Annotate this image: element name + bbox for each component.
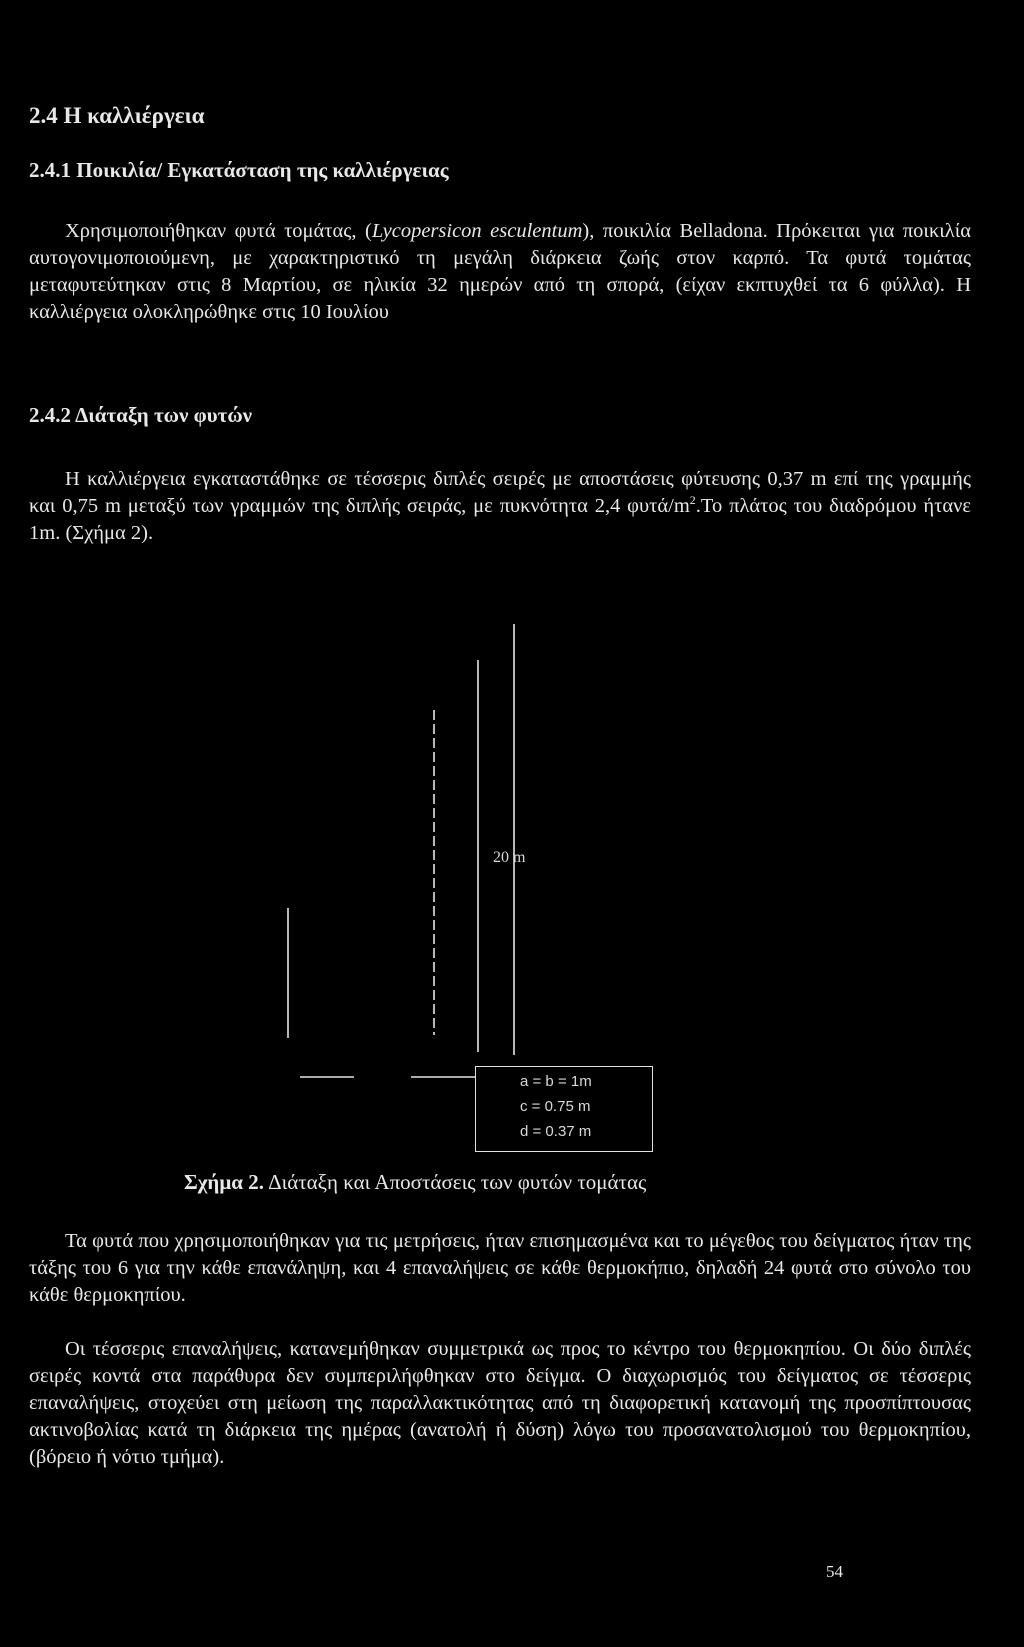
variety-paragraph	[29, 218, 971, 326]
layout-text-end: .Το πλάτος του διαδρόμου ήτανε 1m. (Σχήμα 2).	[29, 495, 971, 544]
sample-paragraph: Τα φυτά που χρησιμοποιήθηκαν για τις μετρήσεις, ήταν επισημασμένα και το μέγεθος του δείγματος ήταν της τάξης του 6 για την κάθε επανάληψη, και 4 επαναλήψεις σε κάθε θερμοκήπιο, δηλαδή 24 φυτά στο σύνολο του κάθε θερμοκηπίου.	[29, 1230, 971, 1306]
length-label: 20 m	[493, 849, 526, 866]
species-name: Lycopersicon esculentum	[371, 220, 583, 242]
caption-label: Σχήμα 2.	[184, 1170, 264, 1194]
superscript: 2	[689, 493, 696, 508]
subsection-title: Διάταξη των φυτών	[75, 403, 253, 427]
layout-text-start: Η καλλιέργεια εγκαταστάθηκε σε τέσσερις διπλές σειρές με αποστάσεις φύτευσης 0,37 m επί της γραμμής και 0,75 m μεταξύ των γραμμών της διπλής σειράς, με πυκνότητα 2,4 φυτά/m	[29, 468, 971, 517]
page-number: 54	[826, 1562, 843, 1581]
subsection-number: 2.4.2	[29, 403, 71, 427]
subsection-heading-layout	[29, 403, 252, 428]
legend-line-d: d = 0.37 m	[520, 1123, 592, 1140]
replication-paragraph: Οι τέσσερις επαναλήψεις, κατανεμήθηκαν συμμετρικά ως προς το κέντρο του θερμοκηπίου. Οι δύο διπλές σειρές κοντά στα παράθυρα δεν συμπεριλήφθηκαν στο δείγμα. Ο διαχωρισμός του δείγματος σε τέσσερις επαναλήψεις, στοχεύει στη μείωση της παραλλακτικότητας από τη διαφορετική κατανομή της προσπίπτουσας ακτινοβολίας κατά τη διάρκεια της ημέρας (ανατολή ή δύση) λόγω του προσανατολισμού του θερμοκηπίου, (βόρειο ή νότιο τμήμα).	[29, 1338, 971, 1468]
layout-paragraph	[29, 466, 971, 547]
legend-line-c: c = 0.75 m	[520, 1098, 591, 1115]
legend-line-ab: a = b = 1m	[520, 1073, 592, 1090]
section-heading: 2.4 Η καλλιέργεια	[29, 103, 205, 128]
variety-text-start: Χρησιμοποιήθηκαν φυτά τομάτας, (	[65, 220, 372, 242]
caption-text: Διάταξη και Αποστάσεις των φυτών τομάτας	[263, 1170, 647, 1194]
figure-caption	[184, 1170, 646, 1195]
subsection-heading-variety: 2.4.1 Ποικιλία/ Εγκατάσταση της καλλιέργειας	[29, 158, 449, 182]
legend-box	[475, 1066, 653, 1152]
variety-text-end: ), ποικιλία Belladona. Πρόκειται για ποικιλία αυτογονιμοποιούμενη, με χαρακτηριστικό τη μεγάλη διάρκεια ζωής στον καρπό. Τα φυτά τομάτας μεταφυτεύτηκαν στις 8 Μαρτίου, σε ηλικία 32 ημερών από τη σπορά, (είχαν εκπτυχθεί τα 6 φύλλα). Η καλλιέργεια ολοκληρώθηκε στις 10 Ιουλίου	[29, 220, 971, 323]
